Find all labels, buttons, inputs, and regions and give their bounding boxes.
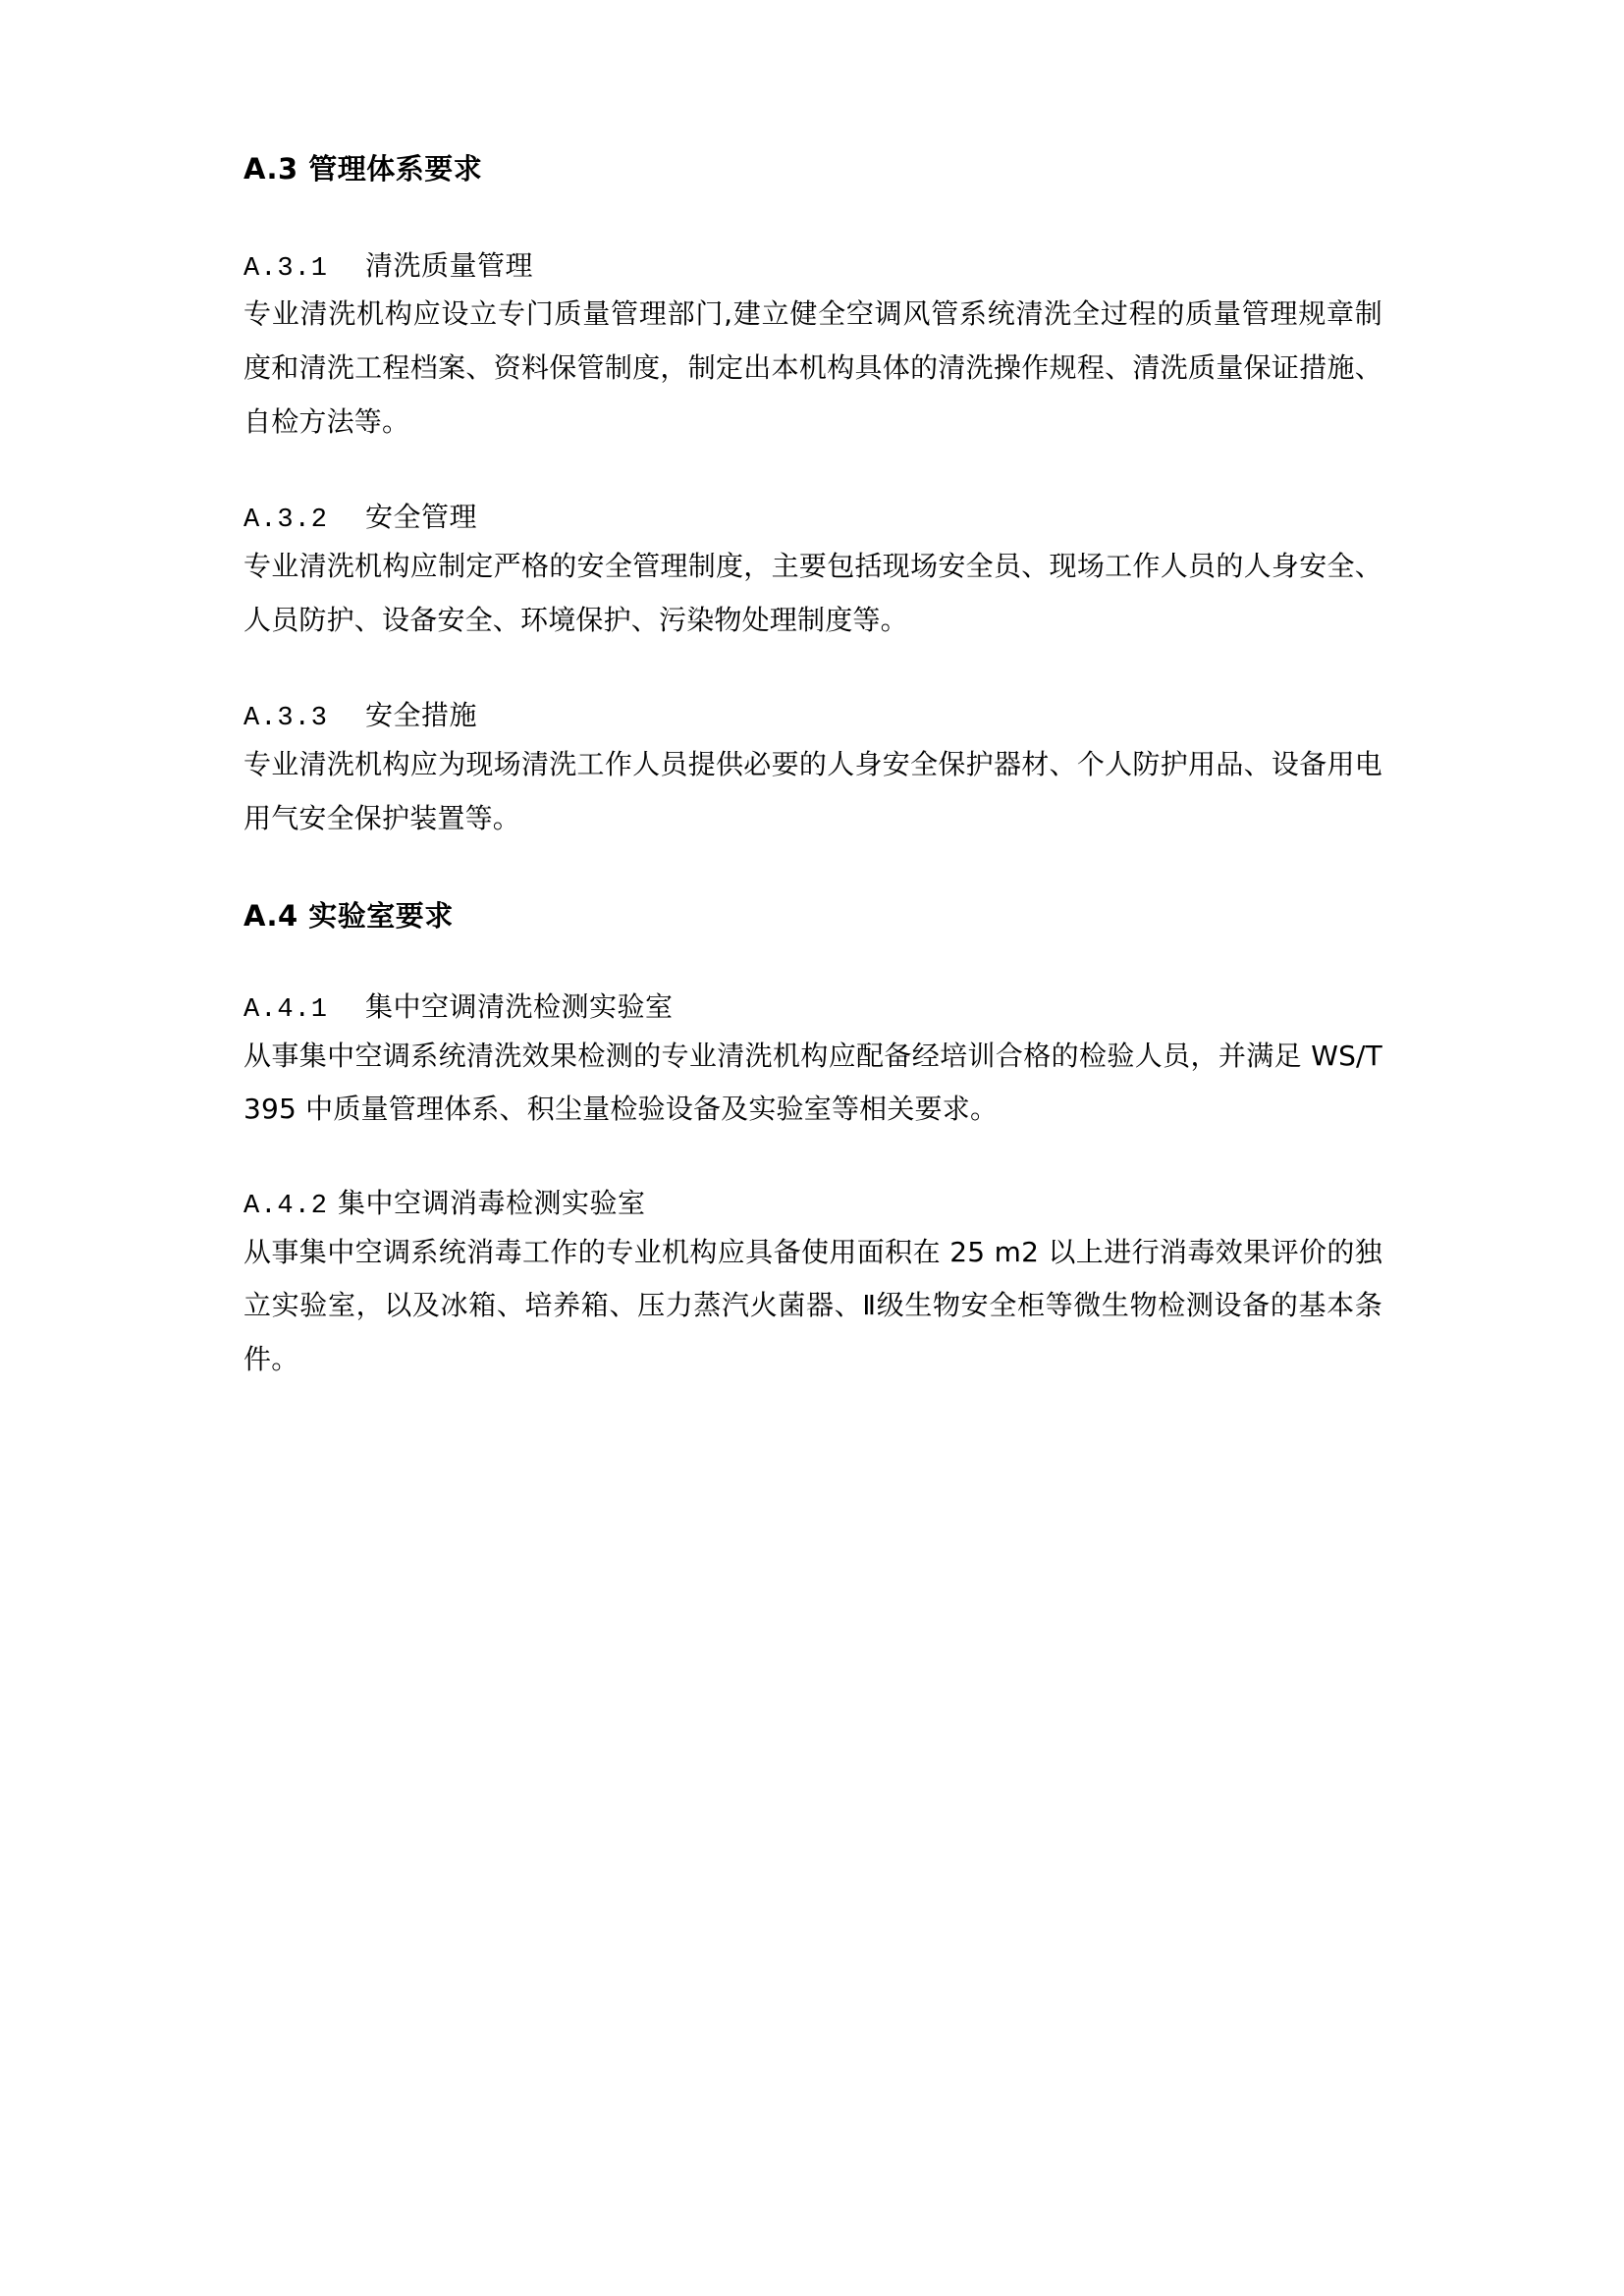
heading-a3-2	[244, 498, 1382, 540]
heading-a4: A.4 实验室要求	[244, 899, 454, 934]
heading-a4-1	[244, 988, 1382, 1030]
paragraph-a4-2: 从事集中空调系统消毒工作的专业机构应具备使用面积在 25 m2 以上进行消毒效果评价的独立实验室，以及冰箱、培养箱、压力蒸汽火菌器、Ⅱ级生物安全柜等微生物检测设备的基本条件。	[244, 1235, 1382, 1375]
heading-a4-1-number: A.4.1	[244, 994, 329, 1025]
heading-a3-1	[244, 246, 1382, 289]
heading-a3-3	[244, 696, 1382, 738]
heading-a4-2-number: A.4.2	[244, 1191, 329, 1221]
heading-a3-2-number: A.3.2	[244, 506, 329, 536]
heading-a3-3-title: 安全措施	[365, 699, 478, 732]
paragraph-a3-1: 专业清洗机构应设立专门质量管理部门,建立健全空调风管系统清洗全过程的质量管理规章制度和清洗工程档案、资料保管制度，制定出本机构具体的清洗操作规程、清洗质量保证措施、自检方法等。	[244, 297, 1382, 438]
page-content	[244, 0, 1382, 1386]
heading-a4-1-title: 集中空调清洗检测实验室	[365, 989, 674, 1023]
heading-a3: A.3 管理体系要求	[244, 152, 483, 186]
heading-a4-2	[244, 1184, 1382, 1226]
heading-a3-3-number: A.3.3	[244, 704, 329, 734]
heading-a3-1-number: A.3.1	[244, 253, 329, 284]
heading-a4-2-title: 集中空调消毒检测实验室	[338, 1186, 646, 1219]
heading-a3-1-title: 清洗质量管理	[365, 248, 534, 282]
paragraph-a3-2: 专业清洗机构应制定严格的安全管理制度，主要包括现场安全员、现场工作人员的人身安全、人员防护、设备安全、环境保护、污染物处理制度等。	[244, 549, 1382, 636]
heading-a3-2-title: 安全管理	[365, 501, 478, 534]
paragraph-a4-1: 从事集中空调系统清洗效果检测的专业清洗机构应配备经培训合格的检验人员，并满足 WS/T 395 中质量管理体系、积尘量检验设备及实验室等相关要求。	[244, 1039, 1382, 1126]
paragraph-a3-3: 专业清洗机构应为现场清洗工作人员提供必要的人身安全保护器材、个人防护用品、设备用电用气安全保护装置等。	[244, 747, 1382, 834]
